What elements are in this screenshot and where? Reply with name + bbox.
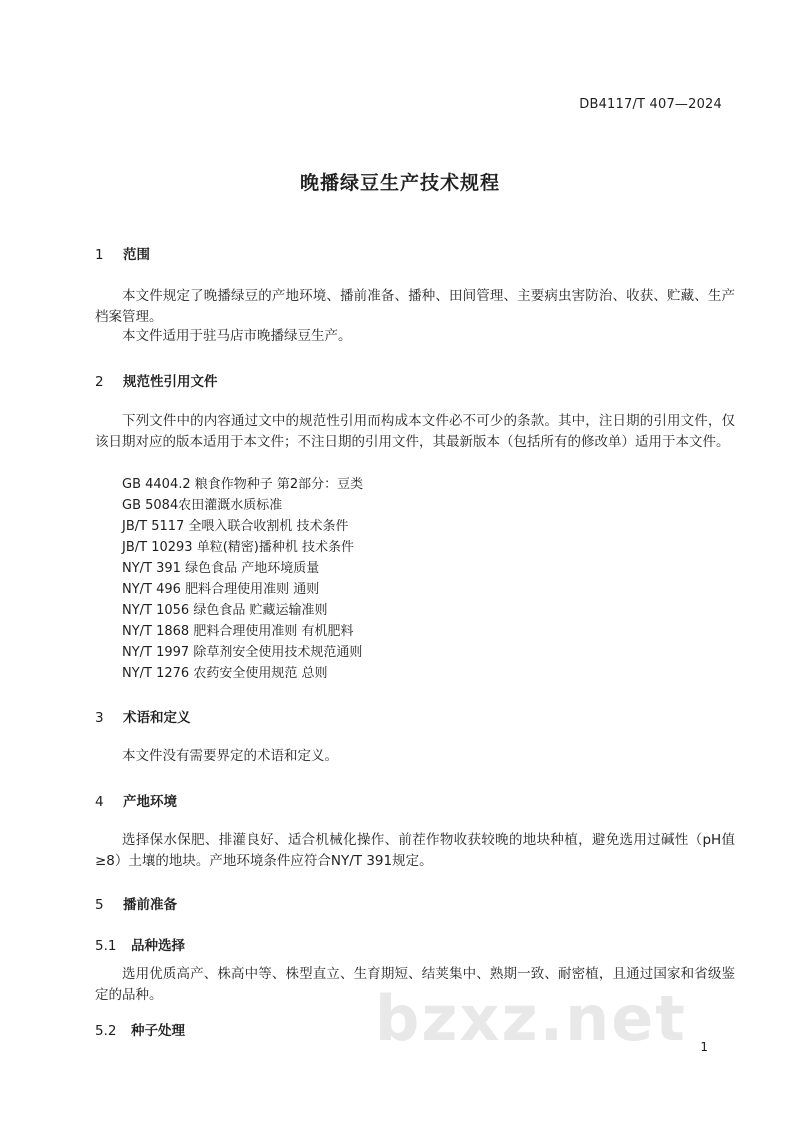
reference-item: JB/T 5117 全喂入联合收割机 技术条件 xyxy=(122,519,349,534)
reference-item: GB 4404.2 粮食作物种子 第2部分：豆类 xyxy=(122,477,364,492)
reference-item: NY/T 1997 除草剂安全使用技术规范通则 xyxy=(122,645,363,660)
section-4-heading xyxy=(95,790,177,810)
section-title: 产地环境 xyxy=(123,794,177,810)
reference-item: JB/T 10293 单粒(精密)播种机 技术条件 xyxy=(122,540,354,555)
section-number: 2 xyxy=(95,374,104,390)
subsection-title: 品种选择 xyxy=(131,938,185,954)
subsection-title: 种子处理 xyxy=(131,1023,185,1039)
section-1-heading xyxy=(95,243,150,263)
section-3-heading xyxy=(95,706,191,726)
section-1-paragraph-1: 本文件规定了晚播绿豆的产地环境、播前准备、播种、田间管理、主要病虫害防治、收获、贮藏、生产档案管理。 xyxy=(95,288,735,325)
section-4-paragraph-1: 选择保水保肥、排灌良好、适合机械化操作、前茬作物收获较晚的地块种植，避免选用过碱性（pH值≥8）土壤的地块。产地环境条件应符合NY/T 391规定。 xyxy=(95,832,735,869)
subsection-number: 5.1 xyxy=(95,938,117,954)
reference-item: NY/T 1868 肥料合理使用准则 有机肥料 xyxy=(122,624,354,639)
section-title: 术语和定义 xyxy=(123,710,191,726)
reference-item: NY/T 1056 绿色食品 贮藏运输准则 xyxy=(122,603,328,618)
section-number: 3 xyxy=(95,710,104,726)
section-title: 规范性引用文件 xyxy=(123,374,218,390)
section-title: 播前准备 xyxy=(123,897,177,913)
reference-item: NY/T 391 绿色食品 产地环境质量 xyxy=(122,561,320,576)
reference-item: GB 5084农田灌溉水质标准 xyxy=(122,498,283,513)
section-5-heading xyxy=(95,893,177,913)
subsection-5-1-heading xyxy=(95,934,185,954)
document-title: 晚播绿豆生产技术规程 xyxy=(299,172,500,194)
section-number: 5 xyxy=(95,897,104,913)
section-1-paragraph-2: 本文件适用于驻马店市晚播绿豆生产。 xyxy=(122,328,352,344)
reference-item: NY/T 1276 农药安全使用规范 总则 xyxy=(122,666,328,681)
section-number: 4 xyxy=(95,794,104,810)
section-number: 1 xyxy=(95,247,104,263)
reference-item: NY/T 496 肥料合理使用准则 通则 xyxy=(122,582,320,597)
section-3-paragraph-1: 本文件没有需要界定的术语和定义。 xyxy=(122,748,338,764)
section-title: 范围 xyxy=(123,247,150,263)
subsection-number: 5.2 xyxy=(95,1023,117,1039)
section-2-heading xyxy=(95,370,218,390)
watermark: bzxz.net xyxy=(375,982,687,1055)
page-number: 1 xyxy=(700,1040,708,1054)
subsection-5-1-paragraph-1: 选用优质高产、株高中等、株型直立、生育期短、结荚集中、熟期一致、耐密植，且通过国家和省级鉴定的品种。 xyxy=(95,966,735,1003)
section-2-paragraph-1: 下列文件中的内容通过文中的规范性引用而构成本文件必不可少的条款。其中，注日期的引用文件，仅该日期对应的版本适用于本文件；不注日期的引用文件，其最新版本（包括所有的修改单）适用于本文件。 xyxy=(95,413,735,450)
document-number: DB4117/T 407—2024 xyxy=(579,97,722,112)
subsection-5-2-heading xyxy=(95,1019,185,1039)
